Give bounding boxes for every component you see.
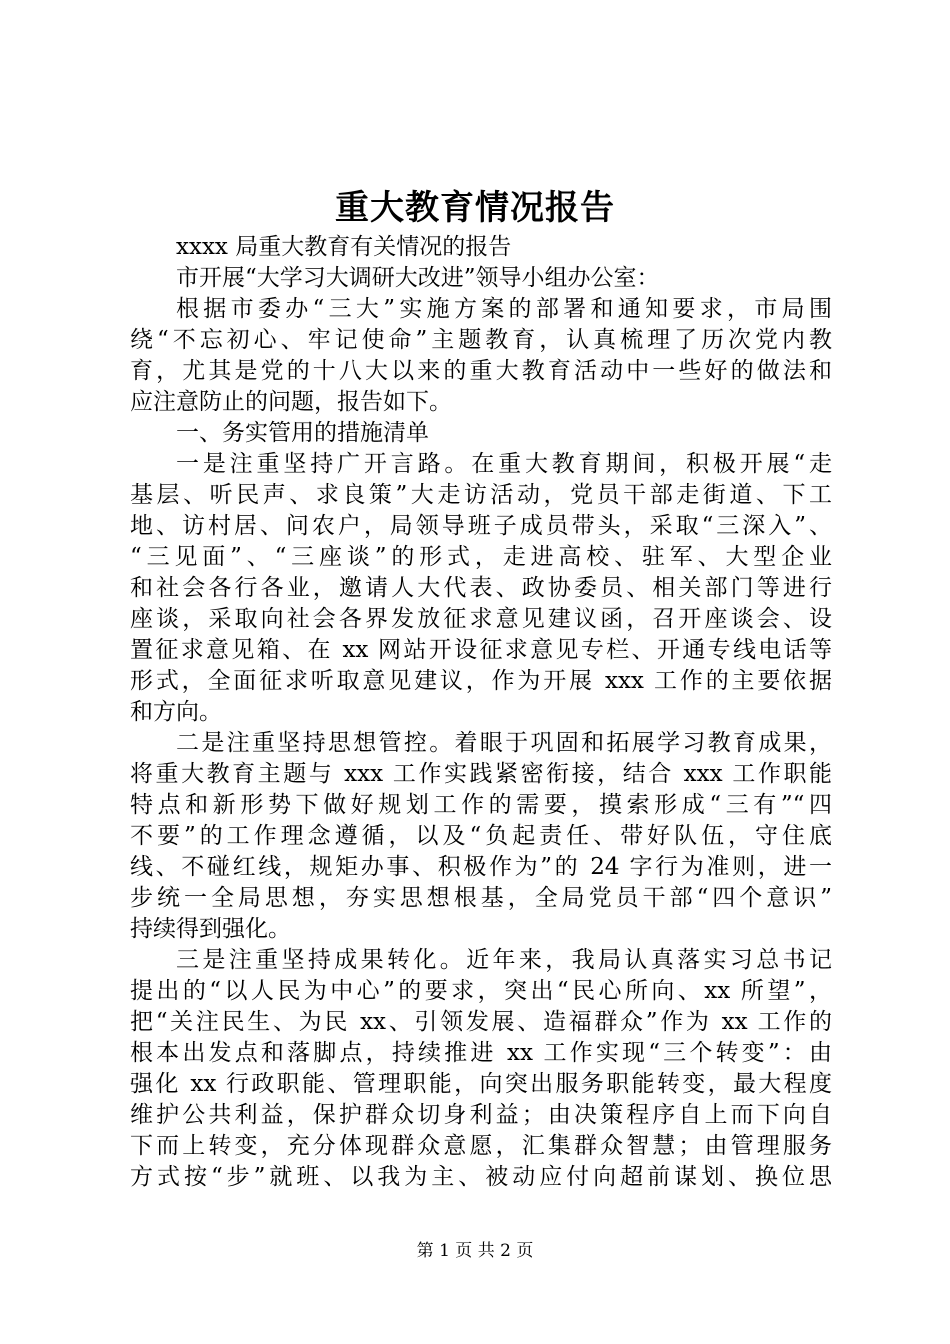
text-line: 步统一全局思想，夯实思想根基，全局党员干部“四个意识” [130, 885, 832, 911]
text-line: 一是注重坚持广开言路。在重大教育期间，积极开展“走 [176, 451, 832, 477]
text-line: 线、不碰红线，规矩办事、积极作为”的 24 字行为准则，进一 [130, 854, 832, 880]
text-line: 维护公共利益，保护群众切身利益；由决策程序自上而下向自 [130, 1102, 832, 1128]
text-line: 地、访村居、问农户，局领导班子成员带头，采取“三深入”、 [130, 513, 832, 539]
text-line: 基层、听民声、求良策”大走访活动，党员干部走街道、下工 [130, 482, 832, 508]
text-line: 不要”的工作理念遵循，以及“负起责任、带好队伍，守住底 [130, 823, 832, 849]
text-line: 育，尤其是党的十八大以来的重大教育活动中一些好的做法和 [130, 358, 832, 384]
text-line: 形式，全面征求听取意见建议，作为开展 xxx 工作的主要依据 [130, 668, 832, 694]
text-line: 提出的“以人民为中心”的要求，突出“民心所向、xx 所望”， [130, 978, 832, 1004]
text-line: 二是注重坚持思想管控。着眼于巩固和拓展学习教育成果， [176, 730, 832, 756]
text-line: 特点和新形势下做好规划工作的需要，摸索形成“三有”“四 [130, 792, 832, 818]
text-line: 置征求意见箱、在 xx 网站开设征求意见专栏、开通专线电话等 [130, 637, 832, 663]
text-line: 强化 xx 行政职能、管理职能，向突出服务职能转变，最大程度 [130, 1071, 832, 1097]
page-footer: 第 1 页 共 2 页 [416, 1241, 534, 1261]
text-line: 和社会各行各业，邀请人大代表、政协委员、相关部门等进行 [130, 575, 832, 601]
text-line: 将重大教育主题与 xxx 工作实践紧密衔接，结合 xxx 工作职能 [130, 761, 832, 787]
text-line: 持续得到强化。 [130, 916, 291, 942]
text-line: 市开展“大学习大调研大改进”领导小组办公室： [176, 265, 660, 291]
text-line: 下而上转变，充分体现群众意愿，汇集群众智慧；由管理服务 [130, 1133, 832, 1159]
text-line: 应注意防止的问题，报告如下。 [130, 389, 452, 415]
text-line: 一、务实管用的措施清单 [176, 420, 429, 446]
text-line: 方式按“步”就班、以我为主、被动应付向超前谋划、换位思 [130, 1164, 832, 1190]
text-line: 把“关注民生、为民 xx、引领发展、造福群众”作为 xx 工作的 [130, 1009, 832, 1035]
text-line: 三是注重坚持成果转化。近年来，我局认真落实习总书记 [176, 947, 832, 973]
text-line: 根据市委办“三大”实施方案的部署和通知要求，市局围 [176, 296, 832, 322]
document-body [130, 232, 832, 1193]
text-line: xxxx 局重大教育有关情况的报告 [176, 234, 512, 260]
text-line: 根本出发点和落脚点，持续推进 xx 工作实现“三个转变”：由 [130, 1040, 832, 1066]
text-line: 和方向。 [130, 699, 222, 725]
text-line: “三见面”、“三座谈”的形式，走进高校、驻军、大型企业 [130, 544, 832, 570]
text-line: 座谈，采取向社会各界发放征求意见建议函，召开座谈会、设 [130, 606, 832, 632]
text-line: 绕“不忘初心、牢记使命”主题教育，认真梳理了历次党内教 [130, 327, 832, 353]
document-title: 重大教育情况报告 [335, 188, 615, 228]
